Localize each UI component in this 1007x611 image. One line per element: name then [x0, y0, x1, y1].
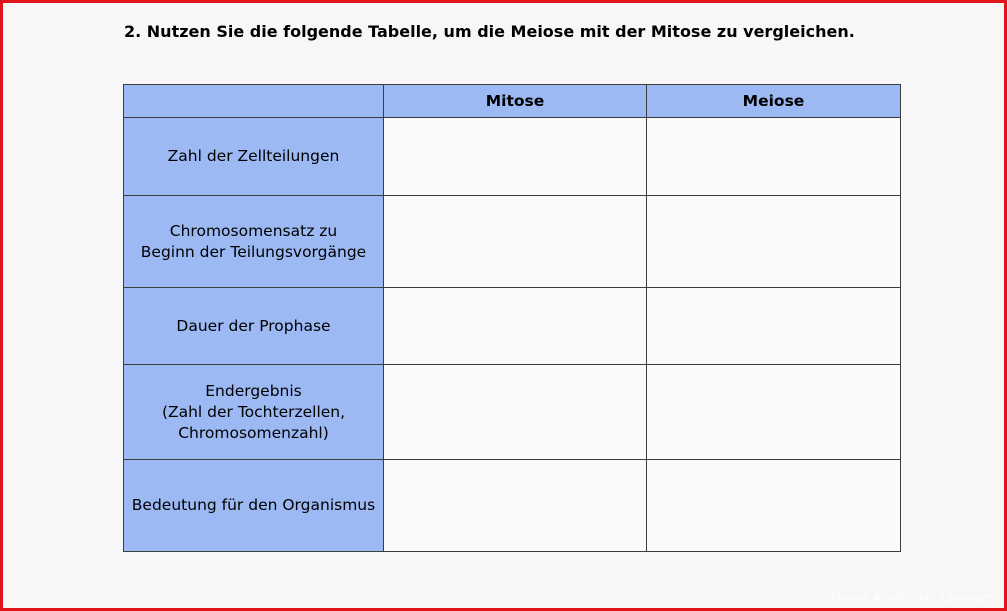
- column-header-meiose: Meiose: [647, 85, 901, 118]
- row-label-line: Chromosomensatz zu: [169, 221, 338, 240]
- table-row: [124, 118, 901, 196]
- corner-cell: [124, 85, 384, 118]
- answer-cell-mitose[interactable]: [384, 288, 647, 365]
- question-text: 2. Nutzen Sie die folgende Tabelle, um die Meiose mit der Mitose zu vergleichen.: [124, 22, 855, 41]
- watermark-text: Meiose Arbeitsblatt Lösungen: [831, 591, 994, 604]
- row-label-endergebnis: [124, 365, 384, 460]
- table-row: [124, 365, 901, 460]
- answer-cell-mitose[interactable]: [384, 196, 647, 288]
- row-label-prophase: [124, 288, 384, 365]
- answer-cell-mitose[interactable]: [384, 365, 647, 460]
- comparison-table: [123, 84, 901, 552]
- table-row: [124, 288, 901, 365]
- answer-cell-meiose[interactable]: [647, 196, 901, 288]
- row-label-line: Endergebnis: [205, 381, 302, 400]
- answer-cell-meiose[interactable]: [647, 365, 901, 460]
- row-label-bedeutung: [124, 460, 384, 552]
- row-label-chromosomensatz: [124, 196, 384, 288]
- table-header-row: [124, 85, 901, 118]
- table-row: [124, 196, 901, 288]
- row-label-line: Beginn der Teilungsvorgänge: [140, 242, 367, 261]
- row-label-line: Dauer der Prophase: [176, 316, 331, 335]
- answer-cell-meiose[interactable]: [647, 460, 901, 552]
- column-header-mitose: Mitose: [384, 85, 647, 118]
- row-label-line: Chromosomenzahl): [178, 423, 329, 442]
- row-label-line: Zahl der Zellteilungen: [167, 147, 340, 165]
- row-label-line: (Zahl der Tochterzellen,: [161, 402, 346, 421]
- row-label-line: Bedeutung für den Organismus: [131, 496, 376, 514]
- row-label-zellteilungen: [124, 118, 384, 196]
- answer-cell-meiose[interactable]: [647, 288, 901, 365]
- table-row: [124, 460, 901, 552]
- answer-cell-mitose[interactable]: [384, 118, 647, 196]
- answer-cell-meiose[interactable]: [647, 118, 901, 196]
- answer-cell-mitose[interactable]: [384, 460, 647, 552]
